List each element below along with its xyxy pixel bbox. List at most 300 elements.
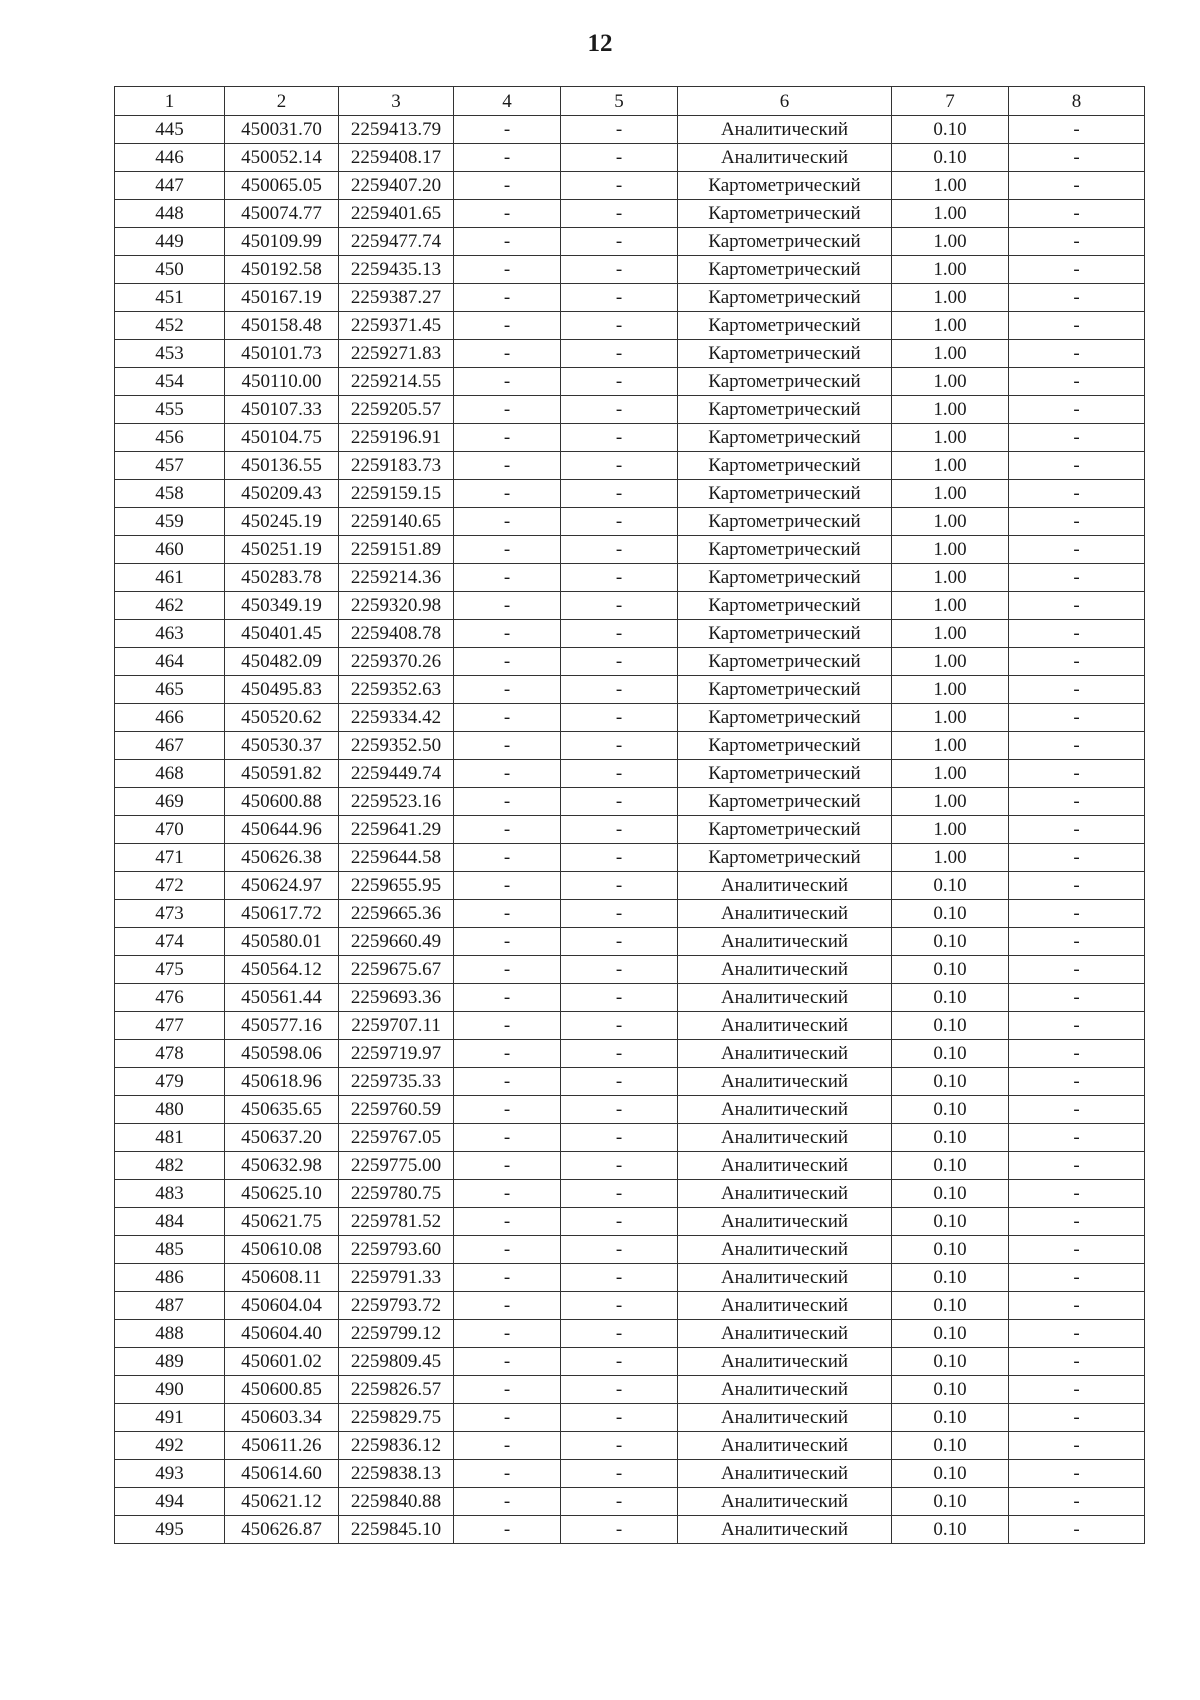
point-number-cell: 473	[115, 900, 225, 928]
table-row	[115, 368, 1145, 396]
col5-cell: -	[561, 928, 678, 956]
col8-cell: -	[1009, 312, 1145, 340]
accuracy-cell: 0.10	[892, 1068, 1009, 1096]
y-coordinate-cell: 2259707.11	[339, 1012, 454, 1040]
header-cell: 3	[339, 87, 454, 116]
col4-cell: -	[454, 396, 561, 424]
table-row	[115, 396, 1145, 424]
point-number-cell: 458	[115, 480, 225, 508]
point-number-cell: 490	[115, 1376, 225, 1404]
col8-cell: -	[1009, 116, 1145, 144]
method-cell: Аналитический	[678, 1432, 892, 1460]
method-cell: Картометрический	[678, 844, 892, 872]
table-row	[115, 1404, 1145, 1432]
table-row	[115, 144, 1145, 172]
table-row	[115, 424, 1145, 452]
point-number-cell: 462	[115, 592, 225, 620]
y-coordinate-cell: 2259401.65	[339, 200, 454, 228]
col5-cell: -	[561, 592, 678, 620]
point-number-cell: 484	[115, 1208, 225, 1236]
col8-cell: -	[1009, 1236, 1145, 1264]
table-row	[115, 620, 1145, 648]
point-number-cell: 468	[115, 760, 225, 788]
accuracy-cell: 1.00	[892, 396, 1009, 424]
y-coordinate-cell: 2259693.36	[339, 984, 454, 1012]
accuracy-cell: 1.00	[892, 228, 1009, 256]
point-number-cell: 482	[115, 1152, 225, 1180]
table-row	[115, 1180, 1145, 1208]
method-cell: Картометрический	[678, 228, 892, 256]
y-coordinate-cell: 2259826.57	[339, 1376, 454, 1404]
col8-cell: -	[1009, 256, 1145, 284]
col4-cell: -	[454, 648, 561, 676]
accuracy-cell: 0.10	[892, 1264, 1009, 1292]
y-coordinate-cell: 2259413.79	[339, 116, 454, 144]
point-number-cell: 454	[115, 368, 225, 396]
x-coordinate-cell: 450611.26	[225, 1432, 339, 1460]
col8-cell: -	[1009, 620, 1145, 648]
col8-cell: -	[1009, 760, 1145, 788]
point-number-cell: 479	[115, 1068, 225, 1096]
col5-cell: -	[561, 256, 678, 284]
method-cell: Картометрический	[678, 424, 892, 452]
method-cell: Аналитический	[678, 1264, 892, 1292]
x-coordinate-cell: 450614.60	[225, 1460, 339, 1488]
x-coordinate-cell: 450635.65	[225, 1096, 339, 1124]
col4-cell: -	[454, 284, 561, 312]
table-row	[115, 872, 1145, 900]
method-cell: Картометрический	[678, 172, 892, 200]
y-coordinate-cell: 2259370.26	[339, 648, 454, 676]
col5-cell: -	[561, 1208, 678, 1236]
accuracy-cell: 0.10	[892, 1292, 1009, 1320]
header-cell: 5	[561, 87, 678, 116]
point-number-cell: 471	[115, 844, 225, 872]
x-coordinate-cell: 450577.16	[225, 1012, 339, 1040]
col5-cell: -	[561, 900, 678, 928]
method-cell: Картометрический	[678, 340, 892, 368]
method-cell: Картометрический	[678, 564, 892, 592]
y-coordinate-cell: 2259477.74	[339, 228, 454, 256]
accuracy-cell: 1.00	[892, 732, 1009, 760]
method-cell: Аналитический	[678, 1516, 892, 1544]
point-number-cell: 478	[115, 1040, 225, 1068]
table-row	[115, 564, 1145, 592]
accuracy-cell: 1.00	[892, 452, 1009, 480]
x-coordinate-cell: 450580.01	[225, 928, 339, 956]
y-coordinate-cell: 2259644.58	[339, 844, 454, 872]
y-coordinate-cell: 2259159.15	[339, 480, 454, 508]
col8-cell: -	[1009, 1124, 1145, 1152]
col5-cell: -	[561, 732, 678, 760]
x-coordinate-cell: 450561.44	[225, 984, 339, 1012]
point-number-cell: 494	[115, 1488, 225, 1516]
col5-cell: -	[561, 1404, 678, 1432]
table-row	[115, 844, 1145, 872]
col8-cell: -	[1009, 1012, 1145, 1040]
col8-cell: -	[1009, 676, 1145, 704]
accuracy-cell: 0.10	[892, 1404, 1009, 1432]
x-coordinate-cell: 450603.34	[225, 1404, 339, 1432]
point-number-cell: 448	[115, 200, 225, 228]
method-cell: Картометрический	[678, 480, 892, 508]
col4-cell: -	[454, 592, 561, 620]
col5-cell: -	[561, 1460, 678, 1488]
accuracy-cell: 1.00	[892, 676, 1009, 704]
method-cell: Картометрический	[678, 816, 892, 844]
accuracy-cell: 1.00	[892, 648, 1009, 676]
table-row	[115, 1208, 1145, 1236]
table-row	[115, 256, 1145, 284]
col4-cell: -	[454, 760, 561, 788]
x-coordinate-cell: 450110.00	[225, 368, 339, 396]
x-coordinate-cell: 450074.77	[225, 200, 339, 228]
y-coordinate-cell: 2259793.72	[339, 1292, 454, 1320]
col8-cell: -	[1009, 564, 1145, 592]
y-coordinate-cell: 2259836.12	[339, 1432, 454, 1460]
col5-cell: -	[561, 116, 678, 144]
accuracy-cell: 0.10	[892, 872, 1009, 900]
accuracy-cell: 1.00	[892, 788, 1009, 816]
col4-cell: -	[454, 788, 561, 816]
accuracy-cell: 1.00	[892, 284, 1009, 312]
accuracy-cell: 1.00	[892, 844, 1009, 872]
col5-cell: -	[561, 1320, 678, 1348]
method-cell: Аналитический	[678, 1404, 892, 1432]
col4-cell: -	[454, 732, 561, 760]
table-row	[115, 200, 1145, 228]
col8-cell: -	[1009, 1488, 1145, 1516]
table-row	[115, 1124, 1145, 1152]
col4-cell: -	[454, 1208, 561, 1236]
table-row	[115, 1348, 1145, 1376]
x-coordinate-cell: 450617.72	[225, 900, 339, 928]
col4-cell: -	[454, 1292, 561, 1320]
col8-cell: -	[1009, 1068, 1145, 1096]
x-coordinate-cell: 450052.14	[225, 144, 339, 172]
col4-cell: -	[454, 1068, 561, 1096]
col4-cell: -	[454, 1376, 561, 1404]
table-row	[115, 704, 1145, 732]
col5-cell: -	[561, 1180, 678, 1208]
y-coordinate-cell: 2259665.36	[339, 900, 454, 928]
accuracy-cell: 0.10	[892, 956, 1009, 984]
col8-cell: -	[1009, 956, 1145, 984]
col5-cell: -	[561, 620, 678, 648]
col4-cell: -	[454, 1236, 561, 1264]
x-coordinate-cell: 450530.37	[225, 732, 339, 760]
accuracy-cell: 1.00	[892, 480, 1009, 508]
col4-cell: -	[454, 872, 561, 900]
method-cell: Аналитический	[678, 1152, 892, 1180]
col5-cell: -	[561, 1432, 678, 1460]
y-coordinate-cell: 2259845.10	[339, 1516, 454, 1544]
y-coordinate-cell: 2259449.74	[339, 760, 454, 788]
method-cell: Картометрический	[678, 396, 892, 424]
method-cell: Картометрический	[678, 760, 892, 788]
method-cell: Аналитический	[678, 1180, 892, 1208]
method-cell: Аналитический	[678, 1236, 892, 1264]
method-cell: Картометрический	[678, 312, 892, 340]
method-cell: Аналитический	[678, 872, 892, 900]
col5-cell: -	[561, 844, 678, 872]
col5-cell: -	[561, 760, 678, 788]
col4-cell: -	[454, 1180, 561, 1208]
point-number-cell: 492	[115, 1432, 225, 1460]
x-coordinate-cell: 450610.08	[225, 1236, 339, 1264]
method-cell: Картометрический	[678, 508, 892, 536]
col4-cell: -	[454, 1124, 561, 1152]
x-coordinate-cell: 450495.83	[225, 676, 339, 704]
accuracy-cell: 1.00	[892, 564, 1009, 592]
col5-cell: -	[561, 312, 678, 340]
point-number-cell: 450	[115, 256, 225, 284]
col8-cell: -	[1009, 928, 1145, 956]
point-number-cell: 474	[115, 928, 225, 956]
y-coordinate-cell: 2259140.65	[339, 508, 454, 536]
col8-cell: -	[1009, 1180, 1145, 1208]
point-number-cell: 465	[115, 676, 225, 704]
accuracy-cell: 1.00	[892, 368, 1009, 396]
col4-cell: -	[454, 312, 561, 340]
point-number-cell: 491	[115, 1404, 225, 1432]
x-coordinate-cell: 450604.04	[225, 1292, 339, 1320]
col5-cell: -	[561, 704, 678, 732]
col8-cell: -	[1009, 900, 1145, 928]
col4-cell: -	[454, 424, 561, 452]
table-row	[115, 1376, 1145, 1404]
col5-cell: -	[561, 984, 678, 1012]
col8-cell: -	[1009, 228, 1145, 256]
accuracy-cell: 1.00	[892, 760, 1009, 788]
y-coordinate-cell: 2259809.45	[339, 1348, 454, 1376]
x-coordinate-cell: 450283.78	[225, 564, 339, 592]
col5-cell: -	[561, 144, 678, 172]
accuracy-cell: 0.10	[892, 1208, 1009, 1236]
x-coordinate-cell: 450482.09	[225, 648, 339, 676]
method-cell: Аналитический	[678, 984, 892, 1012]
point-number-cell: 470	[115, 816, 225, 844]
y-coordinate-cell: 2259151.89	[339, 536, 454, 564]
y-coordinate-cell: 2259320.98	[339, 592, 454, 620]
col4-cell: -	[454, 1460, 561, 1488]
col8-cell: -	[1009, 396, 1145, 424]
col5-cell: -	[561, 788, 678, 816]
x-coordinate-cell: 450209.43	[225, 480, 339, 508]
col8-cell: -	[1009, 648, 1145, 676]
point-number-cell: 495	[115, 1516, 225, 1544]
y-coordinate-cell: 2259719.97	[339, 1040, 454, 1068]
col4-cell: -	[454, 480, 561, 508]
col8-cell: -	[1009, 172, 1145, 200]
col5-cell: -	[561, 1152, 678, 1180]
point-number-cell: 445	[115, 116, 225, 144]
y-coordinate-cell: 2259271.83	[339, 340, 454, 368]
header-cell: 8	[1009, 87, 1145, 116]
accuracy-cell: 0.10	[892, 1376, 1009, 1404]
col5-cell: -	[561, 172, 678, 200]
accuracy-cell: 1.00	[892, 312, 1009, 340]
col8-cell: -	[1009, 1404, 1145, 1432]
col8-cell: -	[1009, 788, 1145, 816]
col8-cell: -	[1009, 480, 1145, 508]
col8-cell: -	[1009, 368, 1145, 396]
col4-cell: -	[454, 564, 561, 592]
accuracy-cell: 1.00	[892, 704, 1009, 732]
x-coordinate-cell: 450626.87	[225, 1516, 339, 1544]
accuracy-cell: 0.10	[892, 1180, 1009, 1208]
col8-cell: -	[1009, 144, 1145, 172]
col5-cell: -	[561, 648, 678, 676]
col4-cell: -	[454, 676, 561, 704]
accuracy-cell: 0.10	[892, 1460, 1009, 1488]
method-cell: Аналитический	[678, 956, 892, 984]
accuracy-cell: 0.10	[892, 1488, 1009, 1516]
col4-cell: -	[454, 200, 561, 228]
accuracy-cell: 0.10	[892, 116, 1009, 144]
col5-cell: -	[561, 1376, 678, 1404]
col8-cell: -	[1009, 984, 1145, 1012]
x-coordinate-cell: 450621.12	[225, 1488, 339, 1516]
table-row	[115, 452, 1145, 480]
point-number-cell: 459	[115, 508, 225, 536]
accuracy-cell: 0.10	[892, 1516, 1009, 1544]
method-cell: Картометрический	[678, 284, 892, 312]
col8-cell: -	[1009, 424, 1145, 452]
col8-cell: -	[1009, 1292, 1145, 1320]
point-number-cell: 455	[115, 396, 225, 424]
header-cell: 1	[115, 87, 225, 116]
x-coordinate-cell: 450626.38	[225, 844, 339, 872]
col5-cell: -	[561, 956, 678, 984]
x-coordinate-cell: 450564.12	[225, 956, 339, 984]
col4-cell: -	[454, 984, 561, 1012]
table-row	[115, 788, 1145, 816]
accuracy-cell: 0.10	[892, 928, 1009, 956]
y-coordinate-cell: 2259408.17	[339, 144, 454, 172]
col5-cell: -	[561, 1040, 678, 1068]
col4-cell: -	[454, 340, 561, 368]
table-row	[115, 312, 1145, 340]
col8-cell: -	[1009, 452, 1145, 480]
col4-cell: -	[454, 536, 561, 564]
x-coordinate-cell: 450618.96	[225, 1068, 339, 1096]
col5-cell: -	[561, 228, 678, 256]
x-coordinate-cell: 450625.10	[225, 1180, 339, 1208]
x-coordinate-cell: 450192.58	[225, 256, 339, 284]
table-row	[115, 592, 1145, 620]
col4-cell: -	[454, 1432, 561, 1460]
accuracy-cell: 0.10	[892, 144, 1009, 172]
col4-cell: -	[454, 1096, 561, 1124]
point-number-cell: 447	[115, 172, 225, 200]
accuracy-cell: 1.00	[892, 508, 1009, 536]
x-coordinate-cell: 450604.40	[225, 1320, 339, 1348]
table-row	[115, 760, 1145, 788]
y-coordinate-cell: 2259352.50	[339, 732, 454, 760]
x-coordinate-cell: 450401.45	[225, 620, 339, 648]
y-coordinate-cell: 2259675.67	[339, 956, 454, 984]
method-cell: Аналитический	[678, 1208, 892, 1236]
y-coordinate-cell: 2259767.05	[339, 1124, 454, 1152]
col4-cell: -	[454, 508, 561, 536]
table-row	[115, 984, 1145, 1012]
method-cell: Картометрический	[678, 704, 892, 732]
point-number-cell: 475	[115, 956, 225, 984]
table-row	[115, 676, 1145, 704]
col4-cell: -	[454, 1264, 561, 1292]
accuracy-cell: 0.10	[892, 900, 1009, 928]
col4-cell: -	[454, 256, 561, 284]
col5-cell: -	[561, 200, 678, 228]
table-row	[115, 1012, 1145, 1040]
accuracy-cell: 0.10	[892, 1432, 1009, 1460]
point-number-cell: 456	[115, 424, 225, 452]
x-coordinate-cell: 450598.06	[225, 1040, 339, 1068]
method-cell: Аналитический	[678, 1040, 892, 1068]
x-coordinate-cell: 450624.97	[225, 872, 339, 900]
y-coordinate-cell: 2259183.73	[339, 452, 454, 480]
col4-cell: -	[454, 844, 561, 872]
x-coordinate-cell: 450600.88	[225, 788, 339, 816]
y-coordinate-cell: 2259780.75	[339, 1180, 454, 1208]
accuracy-cell: 0.10	[892, 1012, 1009, 1040]
table-row	[115, 1516, 1145, 1544]
point-number-cell: 446	[115, 144, 225, 172]
method-cell: Аналитический	[678, 1348, 892, 1376]
accuracy-cell: 0.10	[892, 1096, 1009, 1124]
x-coordinate-cell: 450104.75	[225, 424, 339, 452]
accuracy-cell: 1.00	[892, 592, 1009, 620]
point-number-cell: 461	[115, 564, 225, 592]
method-cell: Аналитический	[678, 928, 892, 956]
col8-cell: -	[1009, 1516, 1145, 1544]
col5-cell: -	[561, 1124, 678, 1152]
y-coordinate-cell: 2259205.57	[339, 396, 454, 424]
accuracy-cell: 1.00	[892, 424, 1009, 452]
col5-cell: -	[561, 396, 678, 424]
col5-cell: -	[561, 1292, 678, 1320]
y-coordinate-cell: 2259408.78	[339, 620, 454, 648]
point-number-cell: 457	[115, 452, 225, 480]
header-cell: 2	[225, 87, 339, 116]
col8-cell: -	[1009, 340, 1145, 368]
table-row	[115, 1292, 1145, 1320]
point-number-cell: 476	[115, 984, 225, 1012]
col4-cell: -	[454, 1348, 561, 1376]
y-coordinate-cell: 2259781.52	[339, 1208, 454, 1236]
y-coordinate-cell: 2259735.33	[339, 1068, 454, 1096]
col8-cell: -	[1009, 592, 1145, 620]
x-coordinate-cell: 450591.82	[225, 760, 339, 788]
col8-cell: -	[1009, 872, 1145, 900]
table-row	[115, 536, 1145, 564]
method-cell: Аналитический	[678, 1012, 892, 1040]
accuracy-cell: 0.10	[892, 1236, 1009, 1264]
col8-cell: -	[1009, 1348, 1145, 1376]
x-coordinate-cell: 450644.96	[225, 816, 339, 844]
y-coordinate-cell: 2259641.29	[339, 816, 454, 844]
x-coordinate-cell: 450600.85	[225, 1376, 339, 1404]
method-cell: Картометрический	[678, 648, 892, 676]
x-coordinate-cell: 450245.19	[225, 508, 339, 536]
table-row	[115, 1432, 1145, 1460]
col4-cell: -	[454, 116, 561, 144]
table-row	[115, 228, 1145, 256]
y-coordinate-cell: 2259655.95	[339, 872, 454, 900]
col5-cell: -	[561, 872, 678, 900]
point-number-cell: 483	[115, 1180, 225, 1208]
